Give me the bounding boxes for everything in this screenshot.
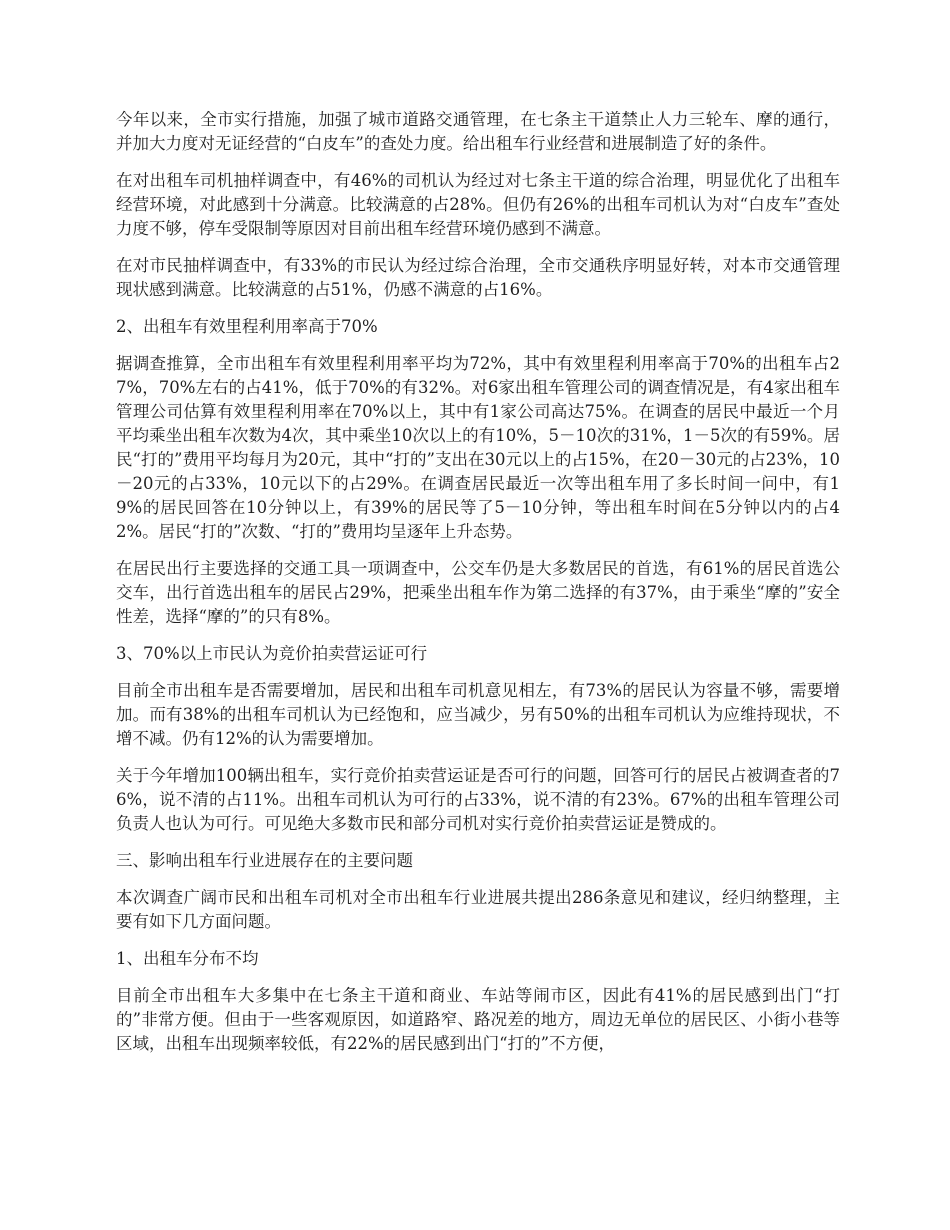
section-heading-main-problems: 三、影响出租车行业进展存在的主要问题 bbox=[116, 851, 413, 870]
section-heading-uneven-distribution: 1、出租车分布不均 bbox=[116, 949, 259, 968]
paragraph-distribution-details: 目前全市出租车大多集中在七条主干道和商业、车站等闹市区，因此有41%的居民感到出门“打的”非常方便。但由于一些客观原因，如道路窄、路况差的地方，周边无单位的居民区、小街小巷等区域，出租车出现频率较低，有22%的居民感到出门“打的”不方便， bbox=[116, 986, 840, 1053]
paragraph-mileage-statistics: 据调查推算，全市出租车有效里程利用率平均为72%，其中有效里程利用率高于70%的出租车占27%，70%左右的占41%，低于70%的有32%。对6家出租车管理公司的调查情况是，有4家出租车管理公司估算有效里程利用率在70%以上，其中有1家公司高达75%。在调查的居民中最近一个月平均乘坐出租车次数为4次，其中乘坐10次以上的有10%，5－10次的31%，1－5次的有59%。居民“打的”费用平均每月为20元，其中“打的”支出在30元以上的占15%，在20－30元的占23%，10－20元的占33%，10元以下的占29%。在调查居民最近一次等出租车用了多长时间一问中，有19%的居民回答在10分钟以上，有39%的居民等了5－10分钟，等出租车时间在5分钟以内的占42%。居民“打的”次数、“打的”费用均呈逐年上升态势。 bbox=[116, 354, 840, 541]
paragraph-auction-opinions: 关于今年增加100辆出租车，实行竞价拍卖营运证是否可行的问题，回答可行的居民占被调查者的76%，说不清的占11%。出租车司机认为可行的占33%，说不清的有23%。67%的出租车管理公司负责人也认为可行。可见绝大多数市民和部分司机对实行竞价拍卖营运证是赞成的。 bbox=[116, 766, 840, 833]
paragraph-driver-survey: 在对出租车司机抽样调查中，有46%的司机认为经过对七条主干道的综合治理，明显优化了出租车经营环境，对此感到十分满意。比较满意的占28%。但仍有26%的出租车司机认为对“白皮车”查处力度不够，停车受限制等原因对目前出租车经营环境仍感到不满意。 bbox=[116, 171, 840, 238]
paragraph-transport-choice: 在居民出行主要选择的交通工具一项调查中，公交车仍是大多数居民的首选，有61%的居民首选公交车，出行首选出租车的居民占29%，把乘坐出租车作为第二选择的有37%，由于乘坐“摩的”安全性差，选择“摩的”的只有8%。 bbox=[116, 559, 840, 626]
paragraph-capacity-opinions: 目前全市出租车是否需要增加，居民和出租车司机意见相左，有73%的居民认为容量不够，需要增加。而有38%的出租车司机认为已经饱和，应当减少，另有50%的出租车司机认为应维持现状，不增不减。仍有12%的认为需要增加。 bbox=[116, 681, 840, 748]
section-heading-mileage-utilization: 2、出租车有效里程利用率高于70% bbox=[116, 317, 378, 336]
paragraph-citizen-survey: 在对市民抽样调查中，有33%的市民认为经过综合治理，全市交通秩序明显好转，对本市交通管理现状感到满意。比较满意的占51%，仍感不满意的占16%。 bbox=[116, 256, 840, 299]
paragraph-city-traffic-measures: 今年以来，全市实行措施，加强了城市道路交通管理，在七条主干道禁止人力三轮车、摩的通行，并加大力度对无证经营的“白皮车”的查处力度。给出租车行业经营和进展制造了好的条件。 bbox=[116, 110, 840, 153]
paragraph-suggestions-summary: 本次调查广阔市民和出租车司机对全市出租车行业进展共提出286条意见和建议，经归纳整理，主要有如下几方面问题。 bbox=[116, 888, 840, 931]
document-body bbox=[116, 108, 840, 1069]
section-heading-auction-feasibility: 3、70%以上市民认为竞价拍卖营运证可行 bbox=[116, 644, 428, 663]
